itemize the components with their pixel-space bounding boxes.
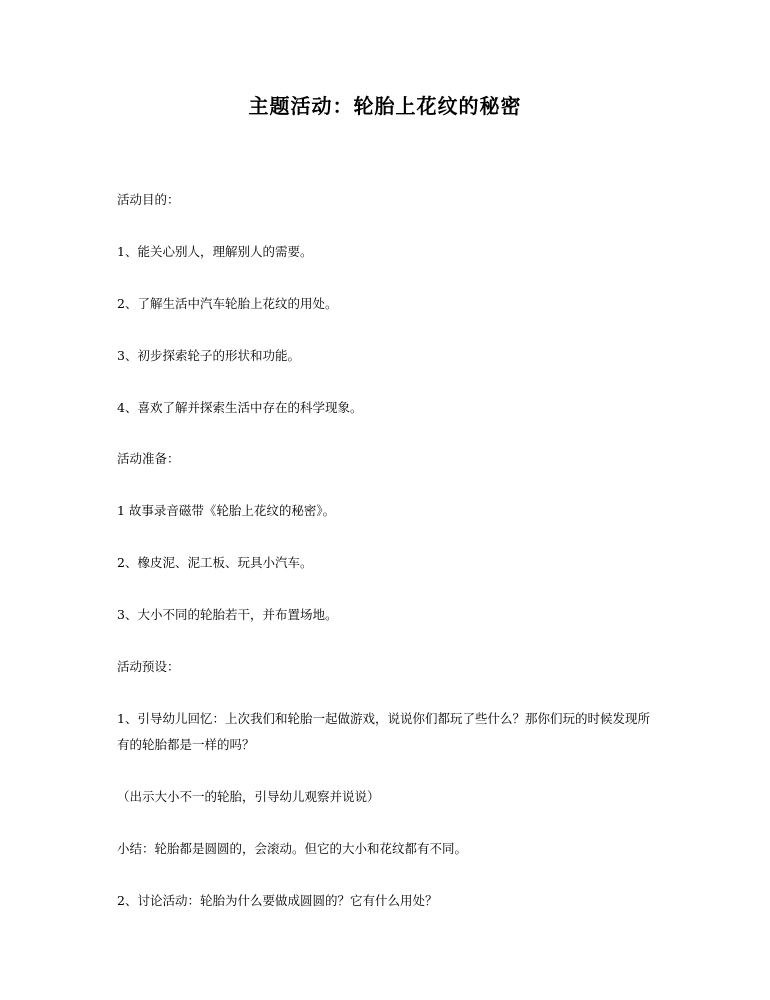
- section-heading-preparation: 活动准备：: [117, 451, 180, 466]
- paragraph: 小结：轮胎都是圆圆的，会滚动。但它的大小和花纹都有不同。: [117, 841, 468, 856]
- paragraph: 3、初步探索轮子的形状和功能。: [117, 348, 300, 363]
- section-heading-goals: 活动目的：: [117, 192, 180, 207]
- paragraph: 2、橡皮泥、泥工板、玩具小汽车。: [117, 555, 313, 570]
- paragraph: 4、喜欢了解并探索生活中存在的科学现象。: [117, 400, 363, 415]
- page-title: 主题活动：轮胎上花纹的秘密: [248, 94, 522, 118]
- paragraph: 1、引导幼儿回忆：上次我们和轮胎一起做游戏，说说你们都玩了些什么？那你们玩的时候发现所有的轮胎都是一样的吗？: [117, 711, 650, 752]
- paragraph: 1 故事录音磁带《轮胎上花纹的秘密》。: [117, 503, 336, 518]
- paragraph: 3、大小不同的轮胎若干，并布置场地。: [117, 607, 338, 622]
- paragraph: 2、讨论活动：轮胎为什么要做成圆圆的？它有什么用处？: [117, 893, 438, 908]
- section-heading-plan: 活动预设：: [117, 659, 180, 674]
- paragraph: （出示大小不一的轮胎，引导幼儿观察并说说）: [117, 789, 380, 804]
- paragraph: 2、了解生活中汽车轮胎上花纹的用处。: [117, 296, 338, 311]
- paragraph: 1、能关心别人，理解别人的需要。: [117, 244, 313, 259]
